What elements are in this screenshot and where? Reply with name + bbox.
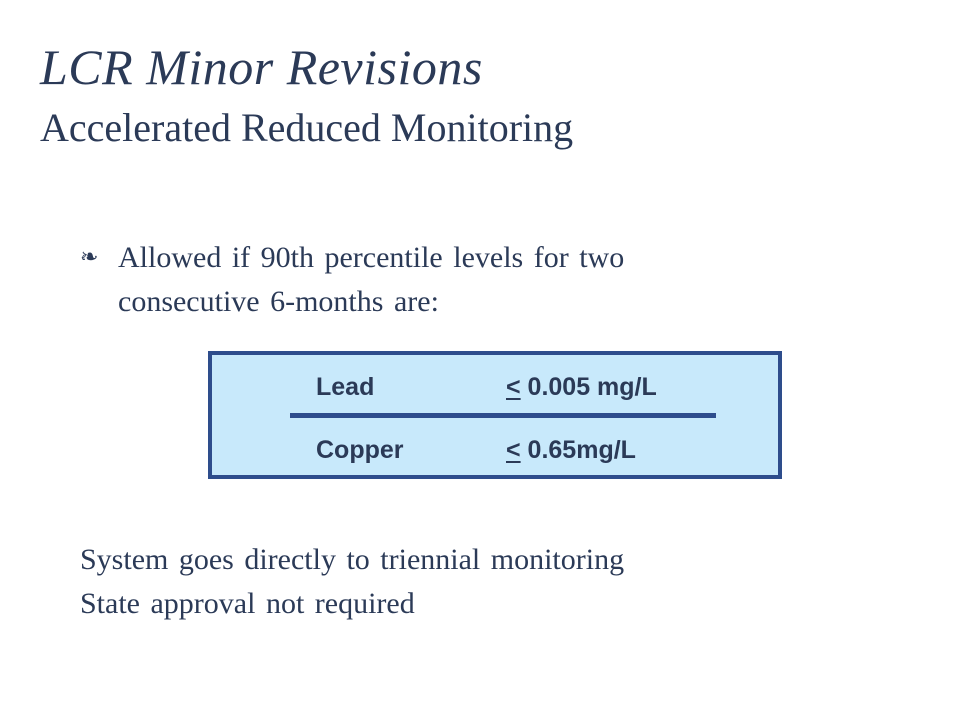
lead-limit-value: 0.005 mg/L [520,373,657,401]
table-divider [290,413,716,418]
bullet-text: Allowed if 90th percentile levels for two consecutive 6-months are: [118,241,625,318]
lead-limit [506,372,657,402]
fleuron-bullet-icon: ❧ [80,245,99,270]
notes-block [80,538,624,626]
note-line: State approval not required [80,587,415,620]
slide-subtitle: Accelerated Reduced Monitoring [40,105,574,150]
limits-table [208,351,782,479]
copper-lte-symbol: < [506,436,521,464]
copper-limit [506,435,636,465]
lead-label: Lead [316,373,375,401]
copper-limit-value: 0.65mg/L [520,436,636,464]
lead-lte-symbol: < [506,373,521,401]
copper-label: Copper [316,436,404,464]
slide-title: LCR Minor Revisions [40,39,483,95]
bullet-item [80,236,740,324]
note-line: System goes directly to triennial monitoring [80,543,625,576]
